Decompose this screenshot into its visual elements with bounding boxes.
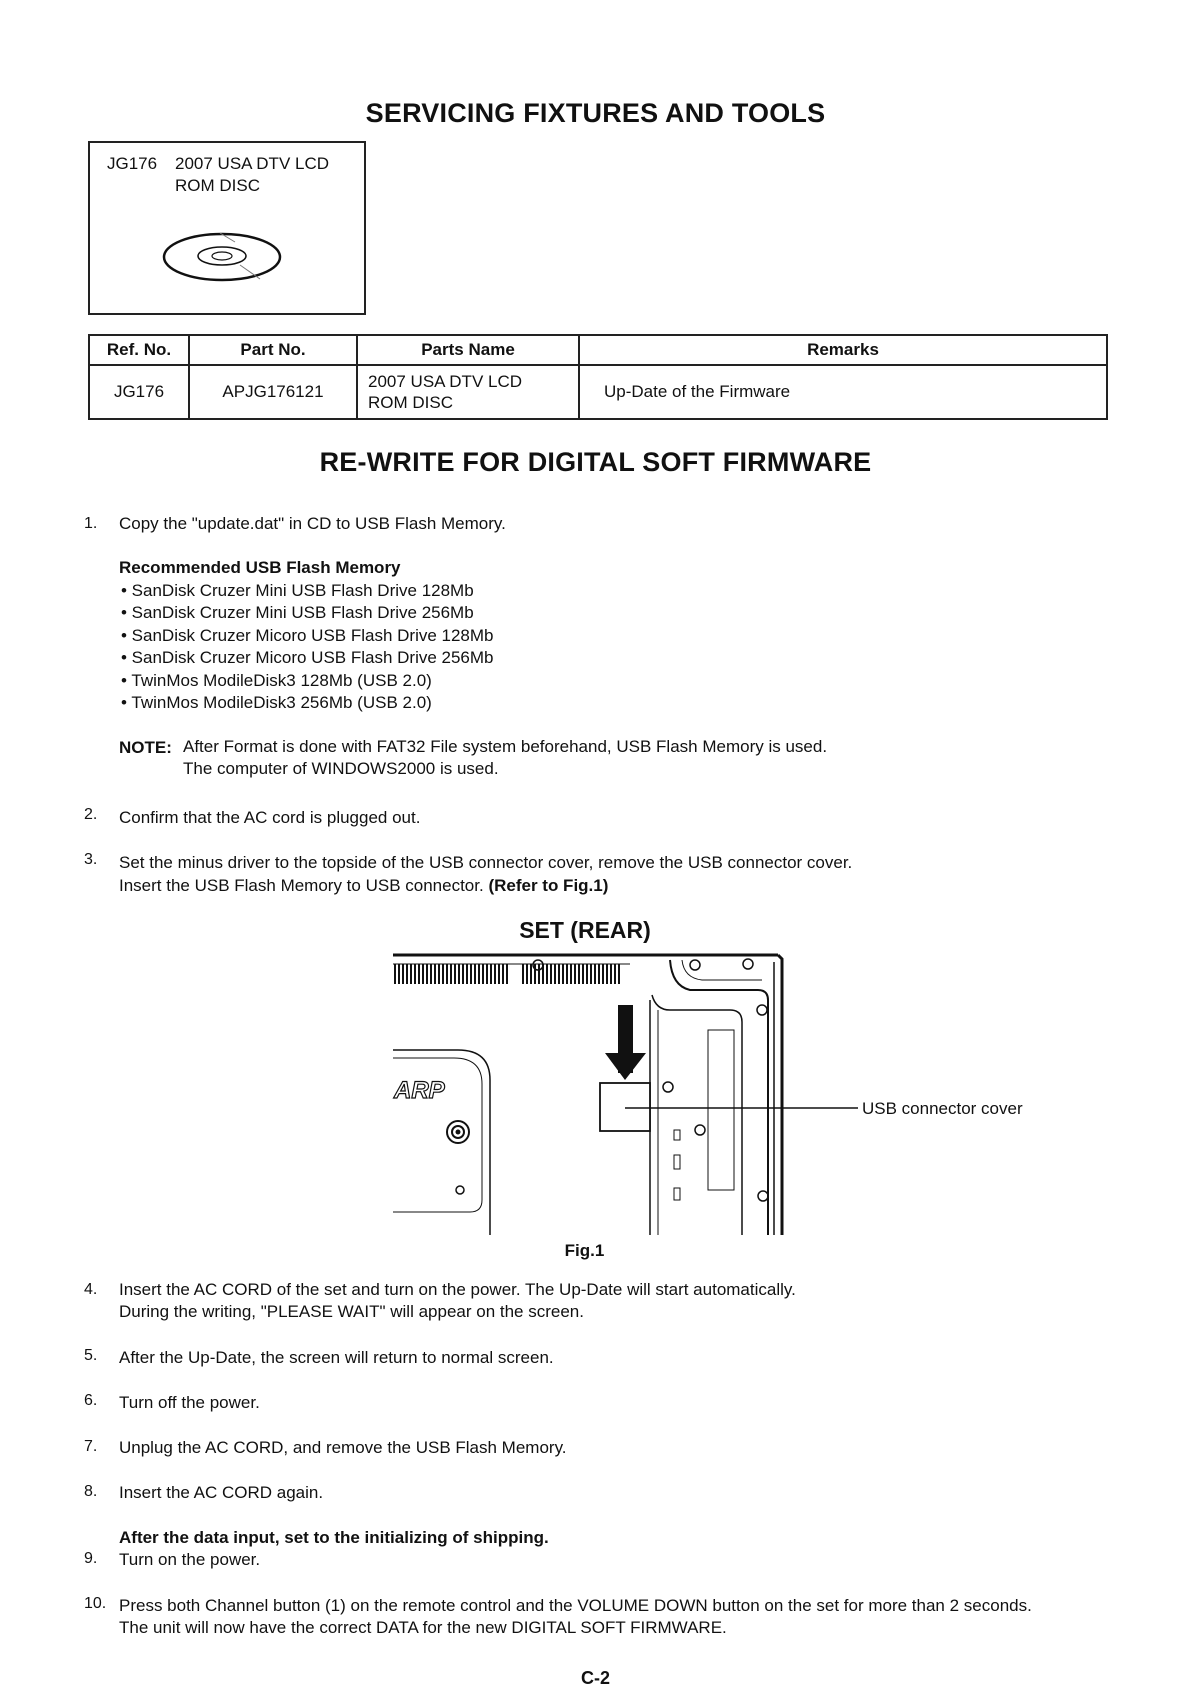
- step-3-line2: [119, 876, 608, 896]
- page-number: C-2: [580, 1668, 610, 1688]
- step-7-text: Unplug the AC CORD, and remove the USB Flash Memory.: [119, 1438, 567, 1457]
- cell-part: APJG176121: [189, 365, 357, 419]
- list-item: • TwinMos ModileDisk3 128Mb (USB 2.0): [121, 670, 432, 690]
- step-8-number: 8.: [84, 1483, 98, 1500]
- tool-name-line2: ROM DISC: [175, 176, 260, 195]
- arrow-down-icon: [605, 1005, 646, 1080]
- list-item: • SanDisk Cruzer Micoro USB Flash Drive 256Mb: [121, 648, 494, 668]
- vent-slots: [394, 964, 620, 984]
- step-4-line2: During the writing, "PLEASE WAIT" will appear on the screen.: [119, 1302, 584, 1321]
- list-item: • SanDisk Cruzer Mini USB Flash Drive 256Mb: [121, 603, 474, 623]
- recommended-title: Recommended USB Flash Memory: [119, 558, 401, 577]
- step-2-number: 2.: [84, 806, 98, 823]
- note-line2: The computer of WINDOWS2000 is used.: [183, 759, 499, 778]
- step-4-line1: Insert the AC CORD of the set and turn on the power. The Up-Date will start automatically.: [119, 1280, 796, 1299]
- usb-connector-cover: [600, 1083, 650, 1131]
- tool-ref: JG176: [107, 154, 158, 173]
- section-title: RE-WRITE FOR DIGITAL SOFT FIRMWARE: [319, 447, 872, 477]
- step-3-fig-ref: (Refer to Fig.1): [488, 876, 609, 895]
- col-ref-no: Ref. No.: [89, 335, 189, 365]
- note-line1: After Format is done with FAT32 File system beforehand, USB Flash Memory is used.: [183, 737, 828, 756]
- page-title: SERVICING FIXTURES AND TOOLS: [365, 98, 826, 128]
- step-3-line1: Set the minus driver to the topside of the USB connector cover, remove the USB connector cover.: [119, 853, 853, 872]
- cell-name-line1: 2007 USA DTV LCD: [368, 372, 523, 391]
- col-part-no: Part No.: [189, 335, 357, 365]
- step-8-text: Insert the AC CORD again.: [119, 1483, 324, 1502]
- step-10-number: 10.: [84, 1595, 107, 1612]
- parts-table: [88, 334, 1108, 420]
- figure-caption: Fig.1: [564, 1241, 605, 1260]
- usb-cover-callout: USB connector cover: [862, 1099, 1023, 1118]
- step-3-line2-text: Insert the USB Flash Memory to USB connector.: [119, 876, 489, 895]
- step-1-text: Copy the "update.dat" in CD to USB Flash Memory.: [119, 514, 506, 533]
- list-item: • SanDisk Cruzer Micoro USB Flash Drive 128Mb: [121, 625, 494, 645]
- tool-box: [88, 141, 366, 315]
- disc-icon: [160, 223, 290, 293]
- recommended-list: [121, 580, 494, 714]
- step-10-line1: Press both Channel button (1) on the remote control and the VOLUME DOWN button on the set for more than 2 seconds.: [119, 1596, 1032, 1615]
- step-1-number: 1.: [84, 515, 98, 532]
- list-item: • SanDisk Cruzer Mini USB Flash Drive 128Mb: [121, 581, 474, 600]
- step-9-number: 9.: [84, 1550, 98, 1567]
- step-9-text: Turn on the power.: [119, 1550, 261, 1569]
- step-10-line2: The unit will now have the correct DATA for the new DIGITAL SOFT FIRMWARE.: [119, 1618, 727, 1637]
- table-header-row: [89, 335, 1107, 365]
- cell-ref: JG176: [89, 365, 189, 419]
- table-row: [89, 365, 1107, 419]
- cell-name: [357, 365, 579, 419]
- after-title: After the data input, set to the initializing of shipping.: [119, 1528, 549, 1547]
- col-parts-name: Parts Name: [357, 335, 579, 365]
- step-3-number: 3.: [84, 851, 98, 868]
- step-4-number: 4.: [84, 1281, 98, 1298]
- figure-title: SET (REAR): [519, 917, 651, 943]
- brand-logo: ARP: [394, 1077, 445, 1104]
- set-rear-diagram: [390, 950, 1050, 1235]
- tool-name-line1: 2007 USA DTV LCD: [175, 154, 330, 173]
- cell-name-line2: ROM DISC: [368, 393, 453, 412]
- cell-remarks: Up-Date of the Firmware: [579, 365, 1107, 419]
- step-5-text: After the Up-Date, the screen will return to normal screen.: [119, 1348, 554, 1367]
- step-7-number: 7.: [84, 1438, 98, 1455]
- step-6-text: Turn off the power.: [119, 1393, 260, 1412]
- col-remarks: Remarks: [579, 335, 1107, 365]
- note-label: NOTE:: [119, 738, 172, 757]
- step-6-number: 6.: [84, 1392, 98, 1409]
- step-5-number: 5.: [84, 1347, 98, 1364]
- list-item: • TwinMos ModileDisk3 256Mb (USB 2.0): [121, 693, 432, 713]
- step-2-text: Confirm that the AC cord is plugged out.: [119, 808, 421, 827]
